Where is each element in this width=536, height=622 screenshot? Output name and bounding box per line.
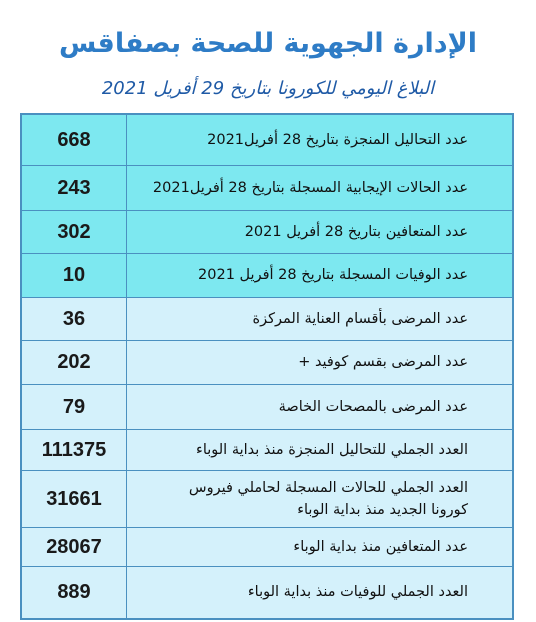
table-row [22,166,513,211]
stat-label-line-2: كورونا الجديد منذ بداية الوباء [297,502,468,518]
stat-value: 243 [22,166,127,211]
stat-label-line-1: العدد الجملي للحالات المسجلة لحاملي فيروس [188,479,468,496]
stat-label: العدد الجملي للتحاليل المنجزة منذ بداية الوباء [127,430,513,471]
stat-label: العدد الجملي للوفيات منذ بداية الوباء [127,567,513,619]
stat-label: عدد التحاليل المنجزة بتاريخ 28 أفريل2021 [127,115,513,166]
table-row [22,528,513,567]
table-row [22,115,513,166]
stat-value: 302 [22,211,127,254]
table-row [22,567,513,619]
page-subtitle: البلاغ اليومي للكورونا بتاريخ 29 أفريل 2021 [101,78,435,99]
header [0,0,536,114]
stat-value: 111375 [22,430,127,471]
stat-label: عدد المتعافين بتاريخ 28 أفريل 2021 [127,211,513,254]
stats-table [21,114,513,619]
stat-value: 10 [22,254,127,298]
stat-label: عدد المرضى بالمصحات الخاصة [127,385,513,430]
table-row [22,471,513,528]
stat-label: عدد الحالات الإيجابية المسجلة بتاريخ 28 أفريل2021 [127,166,513,211]
page-title: الإدارة الجهوية للصحة بصفاقس [58,28,478,59]
stat-label: عدد الوفيات المسجلة بتاريخ 28 أفريل 2021 [127,254,513,298]
stat-label: عدد المرضى بقسم كوفيد + [127,341,513,385]
stat-label [127,471,513,528]
stat-value: 889 [22,567,127,619]
stat-value: 668 [22,115,127,166]
table-row [22,385,513,430]
table-row [22,254,513,298]
table-row [22,341,513,385]
table-row [22,298,513,341]
table-row [22,211,513,254]
stat-label: عدد المتعافين منذ بداية الوباء [127,528,513,567]
stats-table-container [20,113,514,620]
stat-value: 36 [22,298,127,341]
stat-value: 79 [22,385,127,430]
stat-value: 202 [22,341,127,385]
stat-label: عدد المرضى بأقسام العناية المركزة [127,298,513,341]
stat-value: 28067 [22,528,127,567]
stat-value: 31661 [22,471,127,528]
table-row [22,430,513,471]
